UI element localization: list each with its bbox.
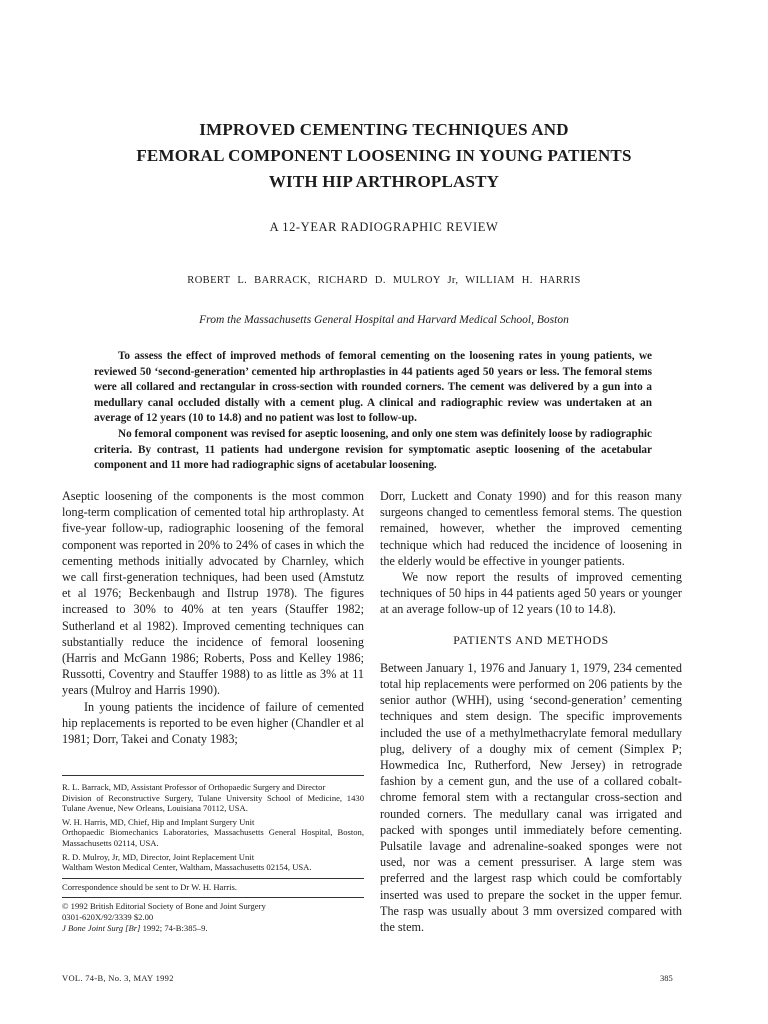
footnote-line: Orthopaedic Biomechanics Laboratories, Massachusetts General Hospital, Boston, Massachusetts 02114, USA. [62, 827, 364, 848]
journal-citation: 1992; 74-B:385–9. [140, 922, 208, 933]
abstract [94, 349, 652, 474]
article-title [60, 117, 708, 195]
footnote-mulroy [62, 852, 364, 873]
footnote-divider [62, 878, 364, 879]
article-subtitle: A 12-YEAR RADIOGRAPHIC REVIEW [269, 220, 499, 234]
footnote-line: R. L. Barrack, MD, Assistant Professor of Orthopaedic Surgery and Director [62, 782, 326, 792]
body-paragraph: In young patients the incidence of failure of cemented hip replacements is reported to be even higher (Chandler et al 1981; Dorr, Takei and Conaty 1983; [62, 699, 364, 747]
title-line-1: IMPROVED CEMENTING TECHNIQUES AND [199, 120, 569, 139]
author-list: ROBERT L. BARRACK, RICHARD D. MULROY Jr, WILLIAM H. HARRIS [187, 275, 581, 286]
affiliation: From the Massachusetts General Hospital and Harvard Medical School, Boston [199, 314, 569, 326]
section-heading: PATIENTS AND METHODS [453, 632, 609, 647]
title-line-3: WITH HIP ARTHROPLASTY [268, 172, 500, 191]
footnote-barrack [62, 782, 364, 814]
abstract-paragraph-1: To assess the effect of improved methods of femoral cementing on the loosening rates in young patients, we reviewed 50 ‘second-generation’ cemented hip arthroplasties in 44 patients aged 50 years or less. The femoral stems were all collared and rectangular in cross-section with rounded corners. The cement was delivered by a gun into a medullary canal occluded distally with a cement plug. A clinical and radiographic review was undertaken at an average of 12 years (10 to 14.8) and no patient was lost to follow-up. [94, 350, 652, 425]
body-paragraph: We now report the results of improved cementing techniques of 50 hips in 44 patients aged 50 years or younger at an average follow-up of 12 years (10 to 14.8). [380, 570, 682, 617]
author-footnotes [62, 775, 364, 936]
footnote-line: Division of Reconstructive Surgery, Tulane University School of Medicine, 1430 Tulane Avenue, New Orleans, Louisiana 70112, USA. [62, 792, 364, 814]
right-column [380, 488, 682, 935]
left-column [62, 488, 364, 747]
abstract-paragraph-2: No femoral component was revised for aseptic loosening, and only one stem was definitely loose by radiographic criteria. By contrast, 11 patients had undergone revision for symptomatic aseptic loosening of the acetabular component and 11 more had radiographic signs of acetabular loosening. [94, 427, 652, 472]
body-paragraph: Between January 1, 1976 and January 1, 1979, 234 cemented total hip replacements were performed on 206 patients by the senior author (WHH), using ‘second-generation’ cementing techniques and stem design. The specific improvements included the use of a methylmethacrylate femoral medullary plug, delivery of a doughy mix of cement (Simplex P; Howmedica Inc, Rutherford, New Jersey) in retrograde fashion by a cement gun, and the use of a collared cobalt-chrome femoral stem with a rectangular cross-section and rounded corners. The medullary canal was irrigated and packed with sponges until immediately before cementing. Pulsatile lavage and adrenaline-soaked sponges were not used, nor was a cement pressuriser. A large stem was preferred and the largest rasp which could be comfortably inserted was used to prepare the socket in the upper femur. The rasp was usually about 3 mm oversized compared with the stem. [380, 660, 682, 935]
copyright-line: © 1992 British Editorial Society of Bone and Joint Surgery [62, 901, 266, 912]
volume-footer: VOL. 74-B, No. 3, MAY 1992 [62, 973, 174, 983]
footnote-divider [62, 897, 364, 898]
title-line-2: FEMORAL COMPONENT LOOSENING IN YOUNG PATIENTS [136, 146, 632, 165]
footnote-correspondence: Correspondence should be sent to Dr W. H. Harris. [62, 881, 237, 892]
page-number: 385 [660, 973, 673, 983]
issn-line: 0301-620X/92/3339 $2.00 [62, 911, 154, 922]
footnote-line: W. H. Harris, MD, Chief, Hip and Implant Surgery Unit [62, 816, 255, 827]
body-paragraph: Dorr, Luckett and Conaty 1990) and for this reason many surgeons changed to cementless femoral stems. The question remained, however, whether the improved cementing technique which had reduced the incidence of loosening in the elderly would be effective in younger patients. [380, 489, 682, 568]
footnote-harris [62, 817, 364, 849]
footnote-line: R. D. Mulroy, Jr, MD, Director, Joint Replacement Unit [62, 851, 255, 862]
body-paragraph: Aseptic loosening of the components is the most common long-term complication of cemented total hip arthroplasty. At five-year follow-up, radiographic loosening of the femoral component was reported in 20% to 24% of cases in which the cementing methods initially advocated by Charnley, which we call first-generation techniques, had been used (Amstutz et al 1976; Beckenbaugh and Ilstrup 1978). The figures increased to 30% to 40% at ten years (Stauffer 1982; Sutherland et al 1982). Improved cementing techniques can substantially reduce the incidence of femoral loosening (Harris and McGann 1986; Roberts, Poss and Kelley 1986; Russotti, Coventry and Stauffer 1988) to as little as 3% at 11 years (Mulroy and Harris 1990). [62, 489, 364, 698]
footnote-line: Waltham Weston Medical Center, Waltham, Massachusetts 02154, USA. [62, 862, 312, 873]
journal-name: J Bone Joint Surg [Br] [62, 922, 141, 933]
footnote-copyright [62, 901, 364, 933]
